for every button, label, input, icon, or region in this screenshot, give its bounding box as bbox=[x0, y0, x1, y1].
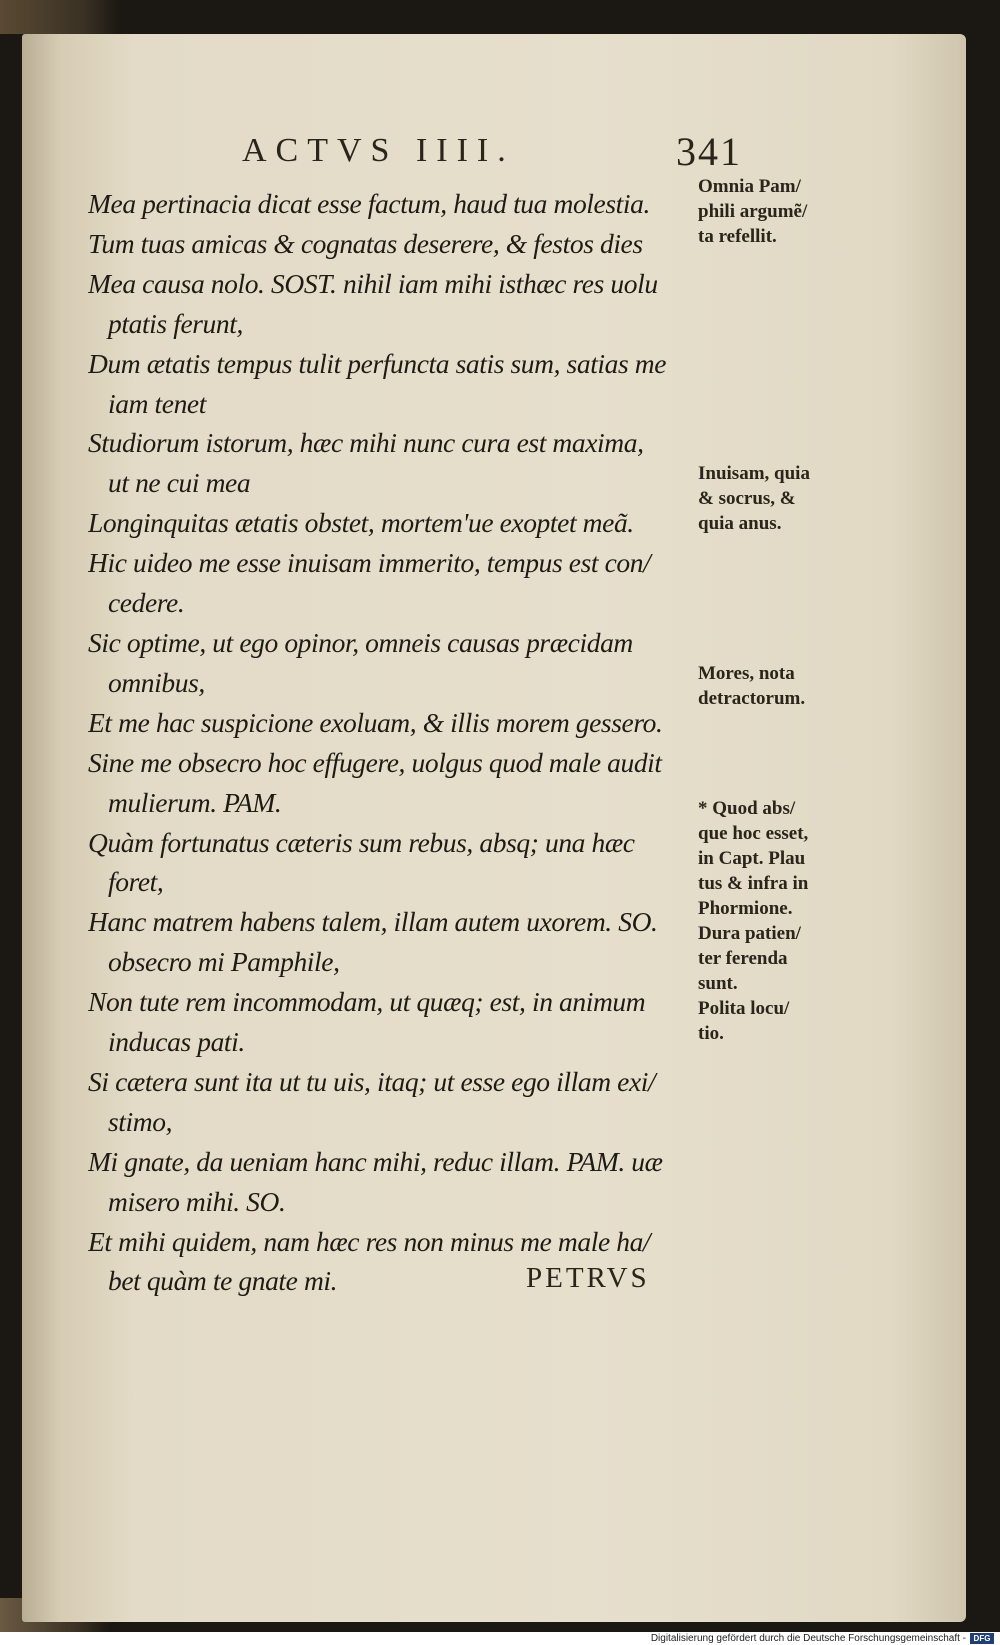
marginal-note bbox=[698, 796, 858, 1046]
marginal-note-line: detractorum. bbox=[698, 688, 806, 709]
text-line: misero mihi. SO. bbox=[108, 1185, 286, 1217]
marginal-note-line: Mores, nota bbox=[698, 663, 795, 684]
marginal-note-line: quia anus. bbox=[698, 513, 782, 534]
marginal-note-line: * Quod abs/ bbox=[698, 798, 796, 819]
marginal-note-line: Dura patien/ bbox=[698, 923, 801, 944]
text-line: iam tenet bbox=[108, 387, 206, 419]
text-line: Dum ætatis tempus tulit perfuncta satis sum, satias me bbox=[88, 347, 667, 379]
verse-text bbox=[88, 184, 718, 1301]
page-header bbox=[242, 129, 742, 174]
marginal-note-line: & socrus, & bbox=[698, 488, 796, 509]
text-line: Studiorum istorum, hæc mihi nunc cura est maxima, bbox=[88, 427, 644, 459]
page-number: 341 bbox=[676, 129, 742, 174]
text-line: Hanc matrem habens talem, illam autem uxorem. SO. bbox=[88, 906, 658, 938]
funding-credit: Digitalisierung gefördert durch die Deutsche Forschungsgemeinschaft - bbox=[650, 1633, 966, 1644]
text-line: Hic uideo me esse inuisam immerito, tempus est con/ bbox=[88, 547, 651, 579]
text-line: ut ne cui mea bbox=[108, 467, 251, 499]
marginal-note-line: phili argumẽ/ bbox=[698, 201, 808, 222]
dfg-logo: DFG bbox=[970, 1633, 994, 1644]
text-line: mulierum. PAM. bbox=[108, 786, 282, 818]
marginal-note-line: Inuisam, quia bbox=[698, 463, 810, 484]
text-line: cedere. bbox=[108, 587, 185, 619]
text-line: Et me hac suspicione exoluam, & illis morem gessero. bbox=[88, 706, 663, 738]
binding-edge-top bbox=[0, 0, 120, 34]
text-line: stimo, bbox=[108, 1105, 173, 1137]
text-line: obsecro mi Pamphile, bbox=[108, 946, 340, 978]
marginal-note-line: tus & infra in bbox=[698, 873, 809, 894]
marginal-note-line: sunt. bbox=[698, 973, 738, 994]
text-line: Mi gnate, da ueniam hanc mihi, reduc illam. PAM. uæ bbox=[88, 1145, 663, 1177]
marginal-note-line: que hoc esset, bbox=[698, 823, 809, 844]
text-line: Tum tuas amicas & cognatas deserere, & festos dies bbox=[88, 227, 643, 259]
text-line: bet quàm te gnate mi. bbox=[108, 1265, 338, 1297]
text-line: Mea pertinacia dicat esse factum, haud tua molestia. bbox=[88, 188, 650, 219]
marginal-note-line: Polita locu/ bbox=[698, 998, 790, 1019]
text-line: Quàm fortunatus cæteris sum rebus, absq; una hæc bbox=[88, 826, 635, 858]
marginal-note-line: ta refellit. bbox=[698, 226, 777, 247]
book-page bbox=[22, 34, 966, 1622]
marginal-note bbox=[698, 661, 858, 711]
text-line: Sine me obsecro hoc effugere, uolgus quod male audit bbox=[88, 746, 662, 778]
catchword: PETRVS bbox=[526, 1262, 650, 1294]
text-line: inducas pati. bbox=[108, 1026, 245, 1058]
running-head: ACTVS IIII. bbox=[242, 132, 515, 169]
marginal-note bbox=[698, 461, 858, 536]
text-line: Si cætera sunt ita ut tu uis, itaq; ut esse ego illam exi/ bbox=[88, 1065, 656, 1097]
marginal-note-line: tio. bbox=[698, 1023, 724, 1044]
marginal-note-line: Omnia Pam/ bbox=[698, 176, 801, 197]
marginal-note-line: in Capt. Plau bbox=[698, 848, 806, 869]
text-line: ptatis ferunt, bbox=[108, 307, 243, 339]
text-line: Non tute rem incommodam, ut quæq; est, in animum bbox=[88, 986, 646, 1018]
marginal-note-line: ter ferenda bbox=[698, 948, 788, 969]
text-line: Et mihi quidem, nam hæc res non minus me male ha/ bbox=[88, 1225, 651, 1257]
text-line: foret, bbox=[108, 866, 164, 898]
text-line: omnibus, bbox=[108, 666, 205, 698]
text-line: Sic optime, ut ego opinor, omneis causas præcidam bbox=[88, 626, 633, 658]
text-line: Mea causa nolo. SOST. nihil iam mihi isthæc res uolu bbox=[88, 267, 658, 299]
text-line: Longinquitas ætatis obstet, mortem'ue exoptet meã. bbox=[88, 507, 634, 539]
marginal-note-line: Phormione. bbox=[698, 898, 793, 919]
marginal-note bbox=[698, 174, 858, 249]
